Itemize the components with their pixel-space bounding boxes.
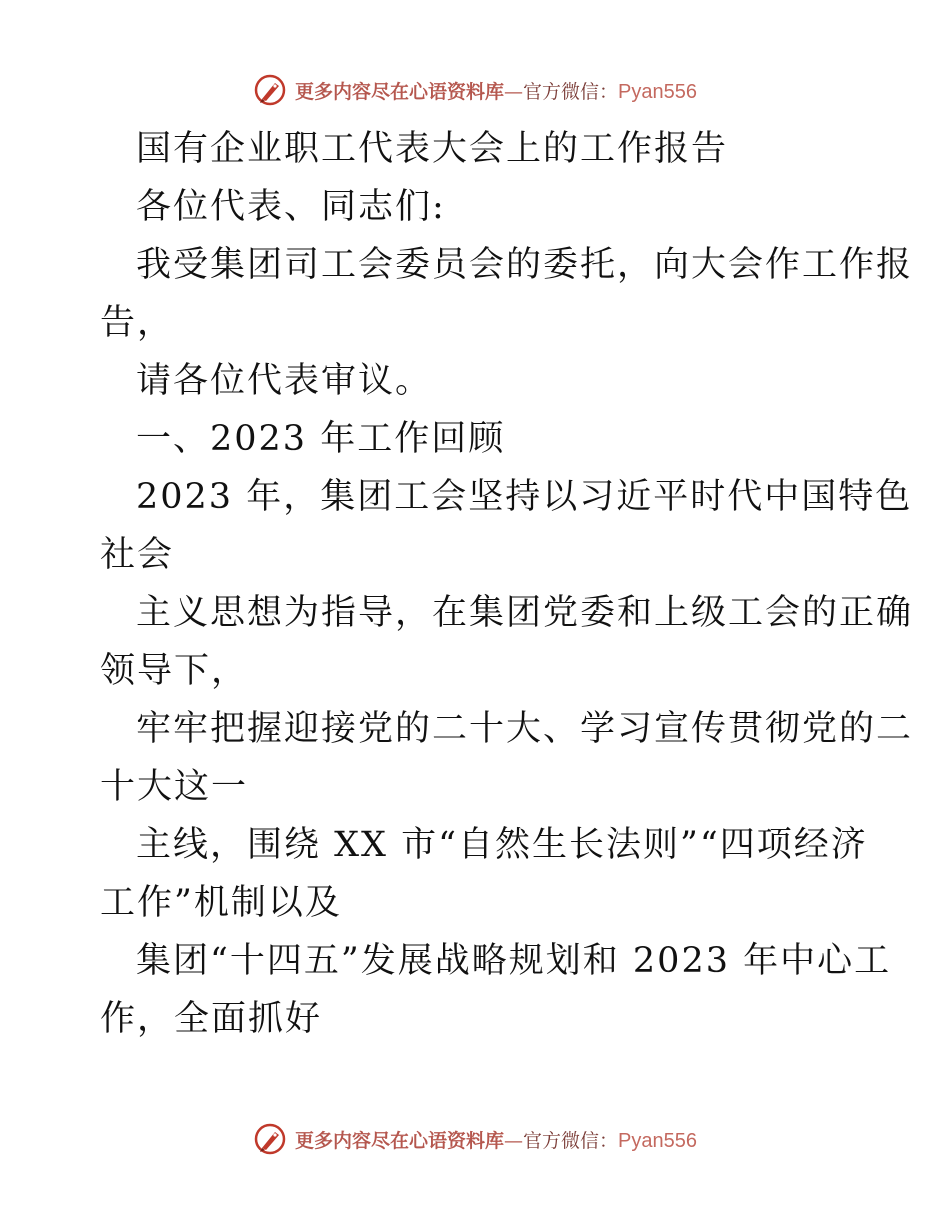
- footer-banner[interactable]: [0, 1119, 950, 1159]
- banner-official-label: 官方微信：: [523, 80, 619, 103]
- paragraph-line: 领导下，: [100, 651, 249, 691]
- banner-official-label: 官方微信：: [523, 1129, 619, 1152]
- salutation: 各位代表、同志们:: [136, 187, 446, 227]
- paragraph-line: 集团“十四五”发展战略规划和 2023 年中心工: [136, 941, 892, 981]
- banner-dash: —: [504, 80, 524, 103]
- paragraph-line: 告，: [100, 303, 175, 343]
- banner-main-text: 更多内容尽在心语资料库: [295, 80, 505, 103]
- paragraph-line: 十大这一: [100, 767, 249, 807]
- banner-dash: —: [504, 1129, 524, 1152]
- banner-main-text: 更多内容尽在心语资料库: [295, 1129, 505, 1152]
- pen-nib-logo-icon: [253, 1122, 287, 1156]
- paragraph-line: 牢牢把握迎接党的二十大、学习宣传贯彻党的二: [136, 709, 914, 749]
- document-body: [100, 120, 914, 1048]
- paragraph-line: 我受集团司工会委员会的委托，向大会作工作报: [136, 245, 914, 285]
- paragraph-line: 工作”机制以及: [100, 883, 342, 923]
- header-banner[interactable]: [0, 70, 950, 110]
- paragraph-line: 2023 年，集团工会坚持以习近平时代中国特色: [136, 477, 913, 517]
- paragraph-line: 社会: [100, 535, 175, 575]
- banner-wechat-id: Pyan556: [618, 1129, 697, 1152]
- paragraph-line: 主义思想为指导，在集团党委和上级工会的正确: [136, 593, 914, 633]
- paragraph-line: 作，全面抓好: [100, 999, 323, 1039]
- document-title: 国有企业职工代表大会上的工作报告: [136, 129, 729, 169]
- pen-nib-logo-icon: [253, 73, 287, 107]
- banner-wechat-id: Pyan556: [618, 80, 697, 103]
- paragraph-line: 请各位代表审议。: [136, 361, 433, 401]
- paragraph-line: 主线，围绕 XX 市“自然生长法则”“四项经济: [136, 825, 868, 865]
- banner-text: [295, 1126, 697, 1153]
- banner-text: [295, 77, 697, 104]
- section-heading: 一、2023 年工作回顾: [136, 419, 506, 459]
